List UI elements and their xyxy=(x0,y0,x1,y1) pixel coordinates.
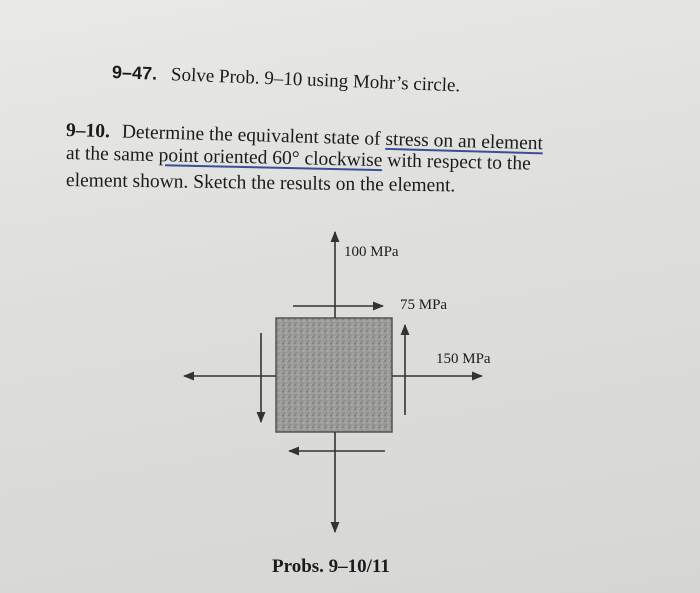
problem-9-47-text: Solve Prob. 9–10 using Mohr’s circle. xyxy=(170,64,461,97)
problem-9-10-text-2c: with respect to the xyxy=(382,150,531,175)
problem-9-10-text-1b: stress on an element xyxy=(385,128,544,155)
problem-9-47-number: 9–47. xyxy=(111,62,158,84)
problem-9-10-text-3: element shown. Sketch the results on the element. xyxy=(65,170,456,197)
label-normal-stress-y: 100 MPa xyxy=(344,244,399,260)
problem-9-10-text-1a: Determine the equivalent state of xyxy=(121,121,386,150)
problem-9-10-number: 9–10. xyxy=(65,120,111,143)
label-normal-stress-x: 150 MPa xyxy=(436,351,491,367)
problem-9-10-text-2b: point oriented 60° clockwise xyxy=(158,145,383,172)
figure-caption: Probs. 9–10/11 xyxy=(272,556,390,577)
label-shear-stress: 75 MPa xyxy=(400,297,448,313)
problem-9-10-text-2a: at the same xyxy=(65,143,159,167)
stress-element-square xyxy=(276,318,392,432)
